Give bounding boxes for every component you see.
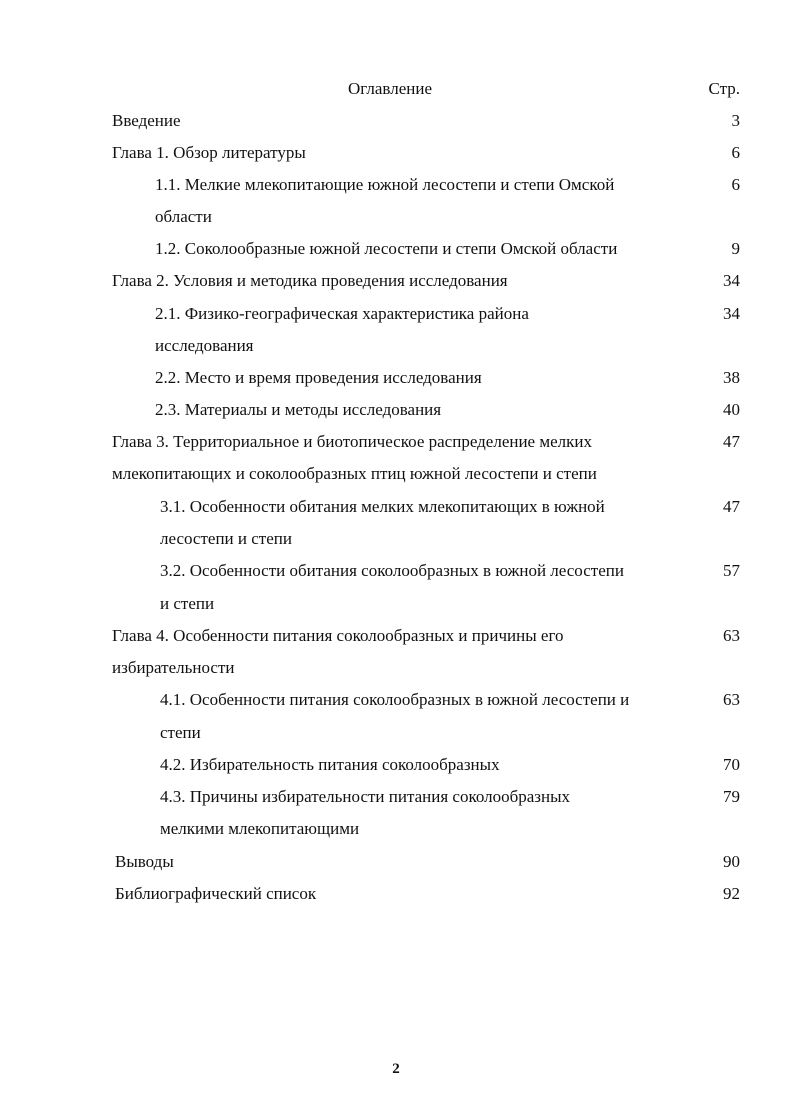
toc-entry-page: 79: [723, 787, 740, 806]
toc-entry-title-line2: избирательности: [112, 658, 235, 677]
toc-entry-page: 6: [731, 143, 740, 162]
toc-entry-title-line1: 3.1. Особенности обитания мелких млекопитающих в южной: [160, 497, 605, 516]
toc-entry-title-line1: Глава 3. Территориальное и биотопическое распределение мелких: [112, 432, 592, 451]
toc-entry-title: Глава 2. Условия и методика проведения исследования: [112, 271, 508, 290]
toc-entry-title-line2: мелкими млекопитающими: [160, 819, 360, 838]
toc-entry-title-line1: 3.2. Особенности обитания соколообразных в южной лесостепи: [160, 561, 624, 580]
toc-entry-title: 2.3. Материалы и методы исследования: [155, 400, 442, 419]
toc-entry-title-line2: степи: [160, 723, 201, 742]
toc-entry-page: 47: [723, 497, 740, 516]
page-column-label: Стр.: [708, 79, 740, 98]
toc-entry-title-line2: и степи: [160, 594, 215, 613]
toc-entry-title-line2: млекопитающих и соколообразных птиц южной лесостепи и степи: [112, 464, 597, 483]
toc-entry-page: 57: [723, 561, 740, 580]
toc-entry-page: 90: [723, 852, 740, 871]
page-number: 2: [392, 1061, 400, 1077]
toc-entry-page: 63: [723, 690, 740, 709]
toc-entry-title: 1.2. Соколообразные южной лесостепи и степи Омской области: [155, 239, 618, 258]
toc-entry-page: 92: [723, 884, 740, 903]
toc-entry-page: 38: [723, 368, 740, 387]
toc-entry-title-line1: 4.3. Причины избирательности питания соколообразных: [160, 787, 571, 806]
toc-entry-title: 2.2. Место и время проведения исследования: [155, 368, 482, 387]
toc-entry-page: 70: [723, 755, 740, 774]
toc-entry-title: Библиографический список: [115, 884, 317, 903]
toc-entry-title: Выводы: [115, 852, 174, 871]
toc-entry-page: 63: [723, 626, 740, 645]
toc-entry-title-line2: исследования: [155, 336, 254, 355]
toc-entry-page: 40: [723, 400, 740, 419]
toc-entry-title: Введение: [112, 111, 181, 130]
toc-entry-page: 34: [723, 304, 740, 323]
toc-entry-page: 6: [731, 175, 740, 194]
toc-entry-title-line1: 2.1. Физико-географическая характеристика района: [155, 304, 529, 323]
toc-entry-title-line1: Глава 4. Особенности питания соколообразных и причины его: [112, 626, 564, 645]
toc-entry-title-line2: лесостепи и степи: [160, 529, 292, 548]
toc-entry-page: 3: [731, 111, 740, 130]
page-title: Оглавление: [348, 79, 432, 98]
toc-entry-title-line2: области: [155, 207, 212, 226]
toc-entry-page: 47: [723, 432, 740, 451]
toc-entry-title: 4.2. Избирательность питания соколообразных: [160, 755, 500, 774]
toc-entry-title: Глава 1. Обзор литературы: [112, 143, 306, 162]
toc-entry-page: 34: [723, 271, 740, 290]
toc-entry-title-line1: 4.1. Особенности питания соколообразных в южной лесостепи и: [160, 690, 630, 709]
toc-entry-title-line1: 1.1. Мелкие млекопитающие южной лесостепи и степи Омской: [155, 175, 615, 194]
toc-entry-page: 9: [731, 239, 740, 258]
